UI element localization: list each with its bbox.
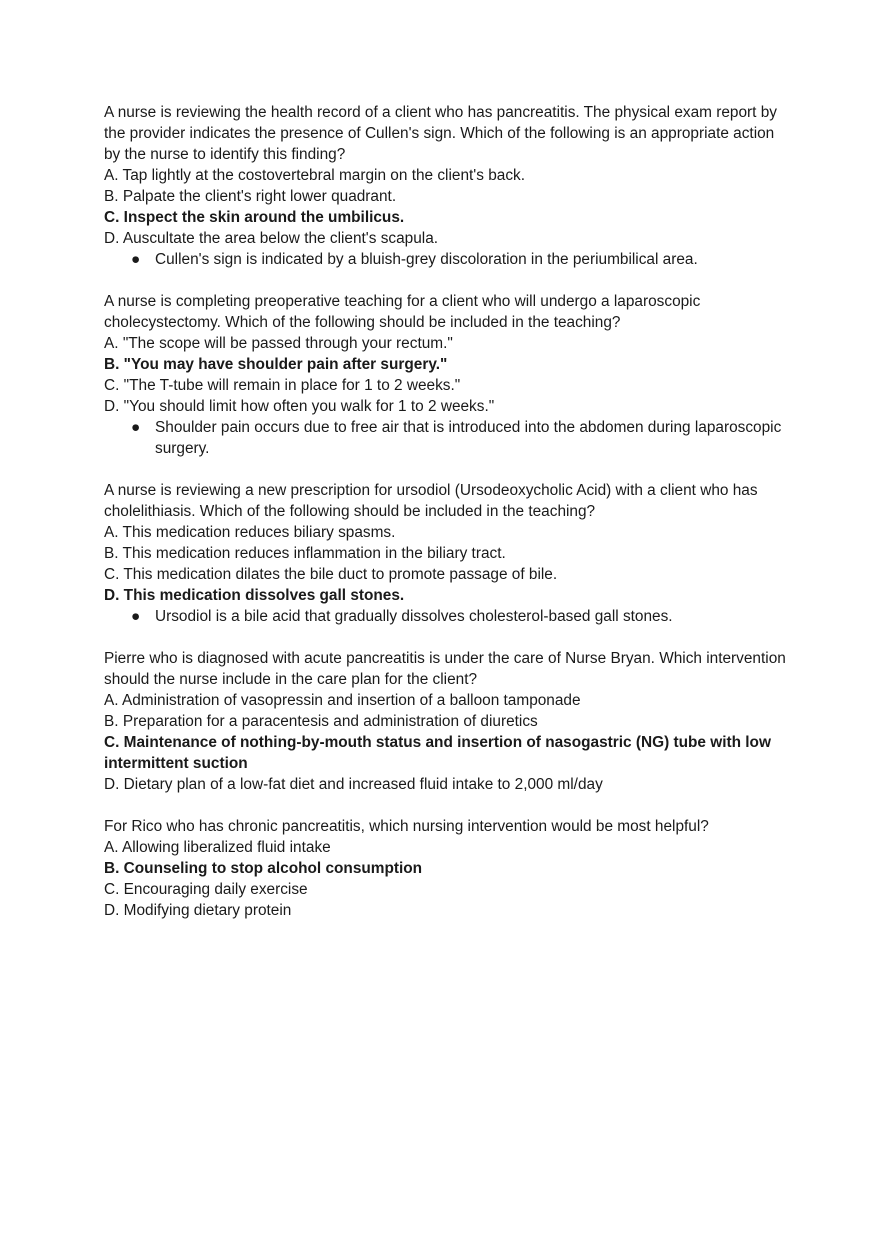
rationale [104, 417, 794, 459]
bullet-icon: ● [131, 419, 141, 436]
answer-option-a: A. This medication reduces biliary spasms. [104, 524, 396, 541]
answer-option-b: B. Preparation for a paracentesis and administration of diuretics [104, 713, 538, 730]
bullet-icon: ● [131, 251, 141, 268]
document-page [104, 102, 794, 942]
bullet-icon: ● [131, 608, 141, 625]
question-2 [104, 291, 794, 459]
answer-option-d: D. "You should limit how often you walk for 1 to 2 weeks." [104, 398, 495, 415]
rationale-text: Ursodiol is a bile acid that gradually dissolves cholesterol-based gall stones. [155, 608, 673, 625]
answer-option-b-correct: B. "You may have shoulder pain after surgery." [104, 356, 448, 373]
rationale [104, 606, 794, 627]
answer-option-a: A. Allowing liberalized fluid intake [104, 839, 331, 856]
question-4 [104, 648, 794, 795]
answer-option-c: C. Encouraging daily exercise [104, 881, 308, 898]
question-3 [104, 480, 794, 627]
question-1 [104, 102, 794, 270]
answer-option-a: A. "The scope will be passed through your rectum." [104, 335, 453, 352]
answer-option-d-correct: D. This medication dissolves gall stones. [104, 587, 405, 604]
question-stem: A nurse is reviewing a new prescription for ursodiol (Ursodeoxycholic Acid) with a client who has cholelithiasis. Which of the following should be included in the teaching? [104, 482, 758, 520]
answer-option-c: C. "The T-tube will remain in place for 1 to 2 weeks." [104, 377, 461, 394]
rationale-text: Cullen's sign is indicated by a bluish-grey discoloration in the periumbilical area. [155, 251, 698, 268]
answer-option-b: B. This medication reduces inflammation in the biliary tract. [104, 545, 506, 562]
question-5 [104, 816, 794, 921]
answer-option-d: D. Modifying dietary protein [104, 902, 292, 919]
answer-option-b-correct: B. Counseling to stop alcohol consumption [104, 860, 423, 877]
answer-option-d: D. Auscultate the area below the client's scapula. [104, 230, 439, 247]
answer-option-c-correct: C. Maintenance of nothing-by-mouth status and insertion of nasogastric (NG) tube with low intermittent suction [104, 734, 771, 772]
rationale [104, 249, 794, 270]
answer-option-b: B. Palpate the client's right lower quadrant. [104, 188, 397, 205]
question-stem: A nurse is reviewing the health record of a client who has pancreatitis. The physical exam report by the provider indicates the presence of Cullen's sign. Which of the following is an appropriate action by the nurse to identify this finding? [104, 104, 777, 163]
answer-option-c-correct: C. Inspect the skin around the umbilicus. [104, 209, 405, 226]
answer-option-c: C. This medication dilates the bile duct to promote passage of bile. [104, 566, 558, 583]
rationale-text: Shoulder pain occurs due to free air that is introduced into the abdomen during laparoscopic surgery. [155, 419, 782, 457]
question-stem: A nurse is completing preoperative teaching for a client who will undergo a laparoscopic cholecystectomy. Which of the following should be included in the teaching? [104, 293, 701, 331]
answer-option-a: A. Tap lightly at the costovertebral margin on the client's back. [104, 167, 525, 184]
answer-option-a: A. Administration of vasopressin and insertion of a balloon tamponade [104, 692, 581, 709]
question-stem: For Rico who has chronic pancreatitis, which nursing intervention would be most helpful? [104, 818, 709, 835]
question-stem: Pierre who is diagnosed with acute pancreatitis is under the care of Nurse Bryan. Which intervention should the nurse include in the care plan for the client? [104, 650, 786, 688]
answer-option-d: D. Dietary plan of a low-fat diet and increased fluid intake to 2,000 ml/day [104, 776, 603, 793]
